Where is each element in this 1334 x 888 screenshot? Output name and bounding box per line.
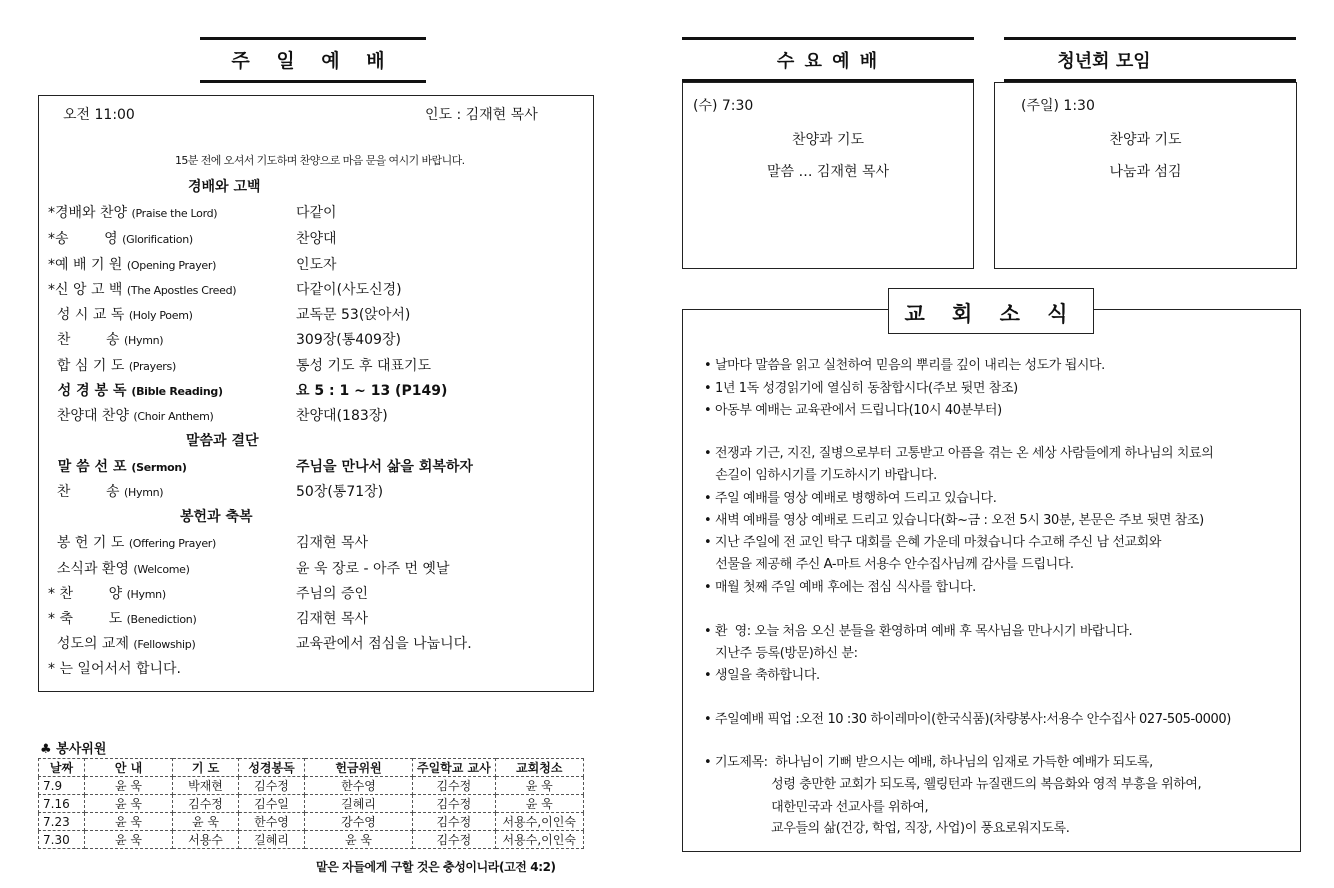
order-item-name	[48, 329, 163, 349]
table-cell: 7.9	[39, 777, 85, 795]
sunday-footnote: * 는 일어서서 합니다.	[48, 661, 181, 677]
order-item-name	[48, 532, 216, 552]
table-cell: 길혜리	[239, 831, 305, 849]
order-item-value: 윤 욱 장로 - 아주 먼 옛날	[296, 561, 450, 577]
order-item-title: * 찬 양	[48, 586, 127, 602]
order-item-value: 인도자	[296, 257, 337, 273]
table-cell: 윤 욱	[305, 831, 413, 849]
news-line: • 환 영: 오늘 처음 오신 분들을 환영하며 예배 후 목사님을 만나시기 바랍니다.	[704, 624, 1133, 639]
table-cell: 김수정	[239, 777, 305, 795]
order-item-english: (Opening Prayer)	[126, 259, 217, 272]
order-item-name	[48, 380, 223, 400]
table-cell: 강수영	[305, 813, 413, 831]
order-item-title: *예 배 기 원	[48, 257, 127, 273]
table-header-cell: 교회청소	[495, 759, 583, 777]
order-item-name	[48, 405, 214, 425]
table-cell: 서용수,이인숙	[495, 831, 583, 849]
order-item-value: 김재현 목사	[296, 611, 369, 627]
order-item-title: 찬 송	[48, 484, 125, 500]
news-line: • 기도제목: 하나님이 기뻐 받으시는 예배, 하나님의 임재로 가득한 예배가 되도록,	[704, 755, 1153, 770]
table-row	[39, 795, 584, 813]
news-line: 교우들의 삶(건강, 학업, 직장, 사업)이 풍요로워지도록.	[704, 821, 1070, 836]
wednesday-line1: 찬양과 기도	[791, 132, 865, 148]
table-cell: 김수일	[239, 795, 305, 813]
order-item-name	[48, 608, 196, 628]
section-worship: 경배와 고백	[188, 179, 261, 195]
order-item-title: 찬 송	[48, 332, 125, 348]
order-item-english: (Offering Prayer)	[128, 537, 216, 550]
order-item-name	[48, 254, 216, 274]
youth-rule-top	[1004, 37, 1296, 40]
order-item-english: (Hymn)	[126, 588, 166, 601]
order-item-value: 50장(통71장)	[296, 484, 384, 500]
table-header-cell: 성경봉독	[239, 759, 305, 777]
section-offering: 봉헌과 축복	[180, 509, 253, 525]
service-table-header	[39, 759, 584, 777]
table-header-cell: 주일학교 교사	[413, 759, 496, 777]
closing-verse: 맡은 자들에게 구할 것은 충성이니라(고전 4:2)	[316, 860, 556, 874]
wednesday-rule-top	[682, 37, 974, 40]
order-item-title: *경배와 찬양	[48, 205, 132, 221]
order-item-value: 찬양대	[296, 231, 337, 247]
wednesday-title: 수 요 예 배	[776, 51, 880, 72]
youth-line1: 찬양과 기도	[1109, 132, 1182, 148]
news-line: • 새벽 예배를 영상 예배로 드리고 있습니다(화~금 : 오전 5시 30분, 본문은 주보 뒷면 참조)	[704, 513, 1204, 528]
table-header-cell: 안 내	[85, 759, 173, 777]
sunday-title: 주 일 예 배	[231, 50, 395, 72]
order-item-value: 주님을 만나서 삶을 회복하자	[296, 459, 473, 475]
order-item-value: 김재현 목사	[296, 535, 369, 551]
order-item-value: 교독문 53(앉아서)	[296, 307, 411, 323]
table-header-cell: 날짜	[39, 759, 85, 777]
table-cell: 윤 욱	[495, 777, 583, 795]
order-item-english: (Bible Reading)	[131, 385, 223, 398]
order-item-title: *송 영	[48, 231, 123, 247]
table-cell: 한수영	[305, 777, 413, 795]
table-cell: 윤 욱	[173, 813, 239, 831]
order-item-english: (Prayers)	[128, 360, 176, 373]
news-line: 대한민국과 선교사를 위하여,	[704, 800, 929, 815]
youth-title: 청년회 모임	[1057, 51, 1151, 72]
order-item-name	[48, 456, 187, 476]
order-item-title: 봉 헌 기 도	[48, 535, 129, 551]
order-item-title: 합 심 기 도	[48, 358, 129, 374]
order-item-value: 309장(통409장)	[296, 332, 401, 348]
order-item-english: (Choir Anthem)	[133, 410, 214, 423]
service-team-table	[38, 758, 584, 849]
order-item-value: 찬양대(183장)	[296, 408, 388, 424]
table-header-cell: 기 도	[173, 759, 239, 777]
table-cell: 7.30	[39, 831, 85, 849]
news-line: 손길이 임하시기를 기도하시기 바랍니다.	[704, 468, 937, 483]
news-line: • 전쟁과 기근, 지진, 질병으로부터 고통받고 아픔을 겪는 온 세상 사람들에게 하나님의 치료의	[704, 446, 1214, 461]
news-line: • 날마다 말씀을 읽고 실천하여 믿음의 뿌리를 깊이 내리는 성도가 됩시다.	[704, 358, 1105, 373]
order-item-english: (Fellowship)	[133, 638, 196, 651]
youth-time: (주일) 1:30	[1021, 98, 1095, 114]
order-item-name	[48, 228, 193, 248]
sunday-leader: 인도 : 김재현 목사	[425, 107, 538, 123]
table-cell: 한수영	[239, 813, 305, 831]
sunday-title-rule-bottom	[200, 80, 426, 83]
news-line: • 아동부 예배는 교육관에서 드립니다(10시 40분부터)	[704, 403, 1002, 418]
youth-box	[994, 82, 1297, 269]
order-item-english: (Hymn)	[124, 486, 164, 499]
news-line: • 매월 첫째 주일 예배 후에는 점심 식사를 합니다.	[704, 580, 976, 595]
table-cell: 7.23	[39, 813, 85, 831]
sunday-time: 오전 11:00	[63, 107, 135, 123]
wednesday-box	[682, 82, 974, 269]
table-cell: 윤 욱	[495, 795, 583, 813]
table-header-cell: 헌금위원	[305, 759, 413, 777]
youth-line2: 나눔과 섬김	[1109, 164, 1182, 180]
order-item-name	[48, 355, 176, 375]
order-item-name	[48, 583, 166, 603]
table-row	[39, 813, 584, 831]
table-cell: 윤 욱	[85, 813, 173, 831]
news-line: 선물을 제공해 주신 A-마트 서용수 안수집사님께 감사를 드립니다.	[704, 557, 1074, 572]
wednesday-line2: 말씀 … 김재현 목사	[766, 164, 890, 180]
order-item-title: 성 시 교 독	[48, 307, 129, 323]
service-team-title: ♣ 봉사위원	[40, 742, 107, 757]
order-item-name	[48, 304, 193, 324]
news-title: 교 회 소 식	[904, 302, 1078, 326]
news-line: • 주일예배 픽업 :오전 10 :30 하이레마이(한국식품)(차량봉사:서용수 안수집사 027-505-0000)	[704, 712, 1231, 727]
order-item-value: 교육관에서 점심을 나눕니다.	[296, 636, 472, 652]
order-item-title: 말 씀 선 포	[48, 459, 132, 475]
order-item-title: 소식과 환영	[48, 561, 134, 577]
table-cell: 서용수	[173, 831, 239, 849]
table-cell: 김수정	[413, 831, 496, 849]
order-item-title: *신 앙 고 백	[48, 282, 127, 298]
order-item-value: 주님의 증인	[296, 586, 369, 602]
order-item-name	[48, 633, 195, 653]
service-table-body	[39, 777, 584, 849]
order-item-english: (Sermon)	[131, 461, 187, 474]
table-cell: 김수정	[413, 813, 496, 831]
table-row	[39, 777, 584, 795]
news-line: 지난주 등록(방문)하신 분:	[704, 646, 858, 661]
sunday-notice: 15분 전에 오셔서 기도하며 찬양으로 마음 문을 여시기 바랍니다.	[175, 154, 465, 167]
table-cell: 서용수,이인숙	[495, 813, 583, 831]
order-item-title: 찬양대 찬양	[48, 408, 134, 424]
news-line: • 주일 예배를 영상 예배로 병행하여 드리고 있습니다.	[704, 491, 997, 506]
order-item-title: 성도의 교제	[48, 636, 134, 652]
order-item-english: (The Apostles Creed)	[126, 284, 237, 297]
order-item-name	[48, 481, 163, 501]
table-cell: 박재현	[173, 777, 239, 795]
table-cell: 길혜리	[305, 795, 413, 813]
wednesday-time: (수) 7:30	[693, 98, 754, 114]
order-item-name	[48, 279, 236, 299]
order-item-name	[48, 202, 217, 222]
table-cell: 윤 욱	[85, 777, 173, 795]
table-cell: 7.16	[39, 795, 85, 813]
news-line: • 1년 1독 성경읽기에 열심히 동참합시다(주보 뒷면 참조)	[704, 381, 1018, 396]
table-cell: 김수정	[173, 795, 239, 813]
order-item-value: 다같이(사도신경)	[296, 282, 402, 298]
order-item-title: 성 경 봉 독	[48, 383, 132, 399]
order-item-value: 요 5 : 1 ~ 13 (P149)	[296, 383, 448, 399]
sunday-title-rule-top	[200, 37, 426, 40]
order-item-english: (Benediction)	[126, 613, 197, 626]
order-item-value: 다같이	[296, 205, 337, 221]
order-item-english: (Welcome)	[133, 563, 190, 576]
news-line: • 생일을 축하합니다.	[704, 668, 820, 683]
news-line: • 지난 주일에 전 교인 탁구 대회를 은혜 가운데 마쳤습니다 수고해 주신 남 선교회와	[704, 535, 1162, 550]
table-row	[39, 831, 584, 849]
order-item-english: (Hymn)	[124, 334, 164, 347]
table-cell: 김수정	[413, 795, 496, 813]
order-item-english: (Holy Poem)	[128, 309, 193, 322]
order-item-name	[48, 558, 190, 578]
order-item-value: 통성 기도 후 대표기도	[296, 358, 432, 374]
table-cell: 윤 욱	[85, 831, 173, 849]
order-item-english: (Glorification)	[122, 233, 193, 246]
news-line: 성령 충만한 교회가 되도록, 웰링턴과 뉴질랜드의 복음화와 영적 부흥을 위하여,	[704, 777, 1202, 792]
table-cell: 윤 욱	[85, 795, 173, 813]
order-item-title: * 축 도	[48, 611, 127, 627]
table-cell: 김수정	[413, 777, 496, 795]
section-word: 말씀과 결단	[186, 433, 259, 449]
order-item-english: (Praise the Lord)	[131, 207, 218, 220]
